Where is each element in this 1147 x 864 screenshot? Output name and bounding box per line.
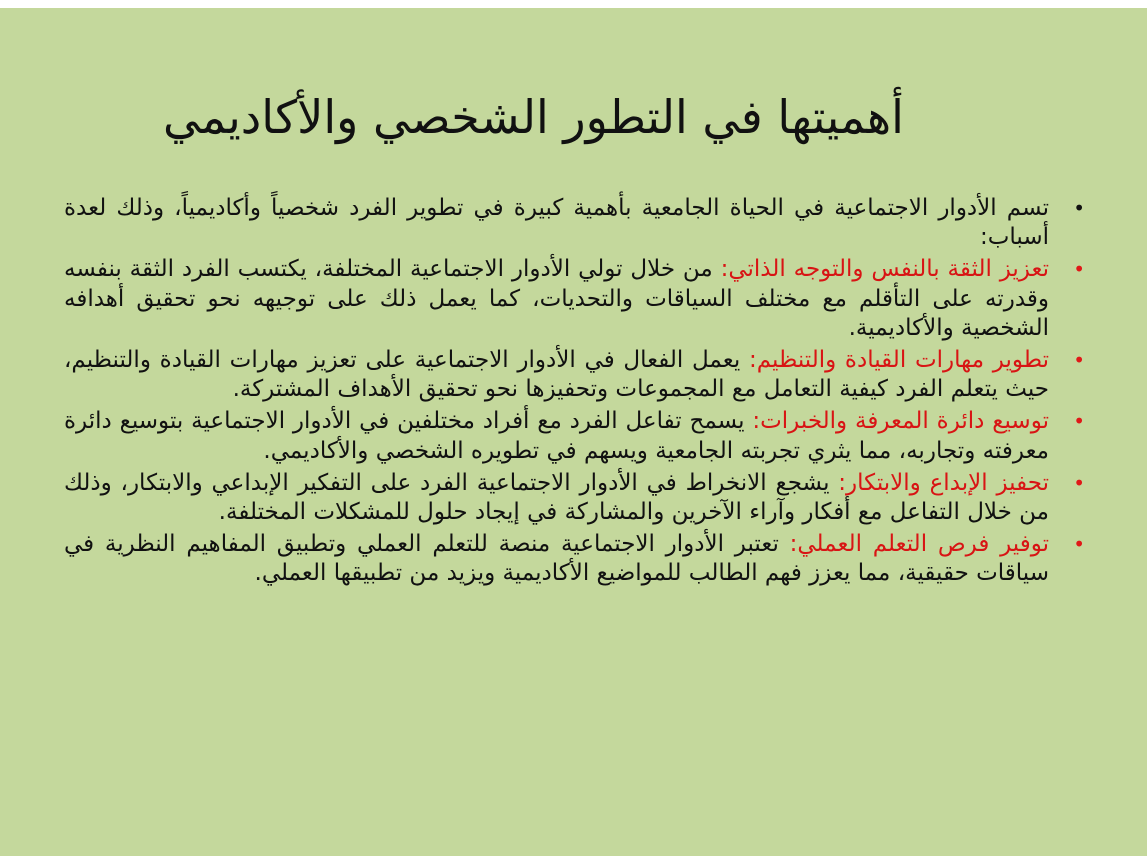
item-title: توسيع دائرة المعرفة والخبرات:: [752, 408, 1049, 435]
bullet-icon: •: [1073, 196, 1085, 220]
item-title: تعزيز الثقة بالنفس والتوجه الذاتي:: [720, 256, 1049, 283]
bullet-item-leadership: [64, 346, 1085, 404]
item-body: تعتبر الأدوار الاجتماعية منصة للتعلم العملي وتطبيق المفاهيم النظرية في سياقات حقيقية، مما يعزز فهم الطالب للمواضيع الأكاديمية ويزيد من تطبيقها العملي.: [64, 531, 1049, 587]
bullet-icon: •: [1073, 470, 1085, 495]
item-body: يعمل الفعال في الأدوار الاجتماعية على تعزيز مهارات القيادة والتنظيم، حيث يتعلم الفرد كيفية التعامل مع المجموعات وتحفيزها نحو تحقيق الأهداف المشتركة.: [64, 347, 1049, 403]
slide-title: أهميتها في التطور الشخصي والأكاديمي: [163, 90, 904, 144]
item-title: توفير فرص التعلم العملي:: [789, 531, 1050, 558]
bullet-item-creativity: [64, 469, 1085, 527]
item-body: يشجع الانخراط في الأدوار الاجتماعية الفرد على التفكير الإبداعي والابتكار، وذلك من خلال التفاعل مع أفكار وآراء الآخرين والمشاركة في إيجاد حلول للمشكلات المختلفة.: [64, 469, 1049, 526]
item-title: تطوير مهارات القيادة والتنظيم:: [748, 347, 1049, 374]
bullet-intro: [64, 194, 1085, 252]
bullet-icon: •: [1073, 409, 1085, 434]
bullet-icon: •: [1073, 348, 1085, 373]
bullet-item-practical-learning: [64, 530, 1085, 588]
item-title: تحفيز الإبداع والابتكار:: [838, 469, 1049, 496]
item-body: يسمح تفاعل الفرد مع أفراد مختلفين في الأدوار الاجتماعية بتوسيع دائرة معرفته وتجاربه، مما يثري تجربته الجامعية ويسهم في تطويره الشخصي والأكاديمي.: [64, 408, 1049, 464]
bullet-icon: •: [1073, 532, 1085, 557]
slide: [0, 8, 1147, 856]
intro-text: تسم الأدوار الاجتماعية في الحياة الجامعية بأهمية كبيرة في تطوير الفرد شخصياً وأكاديمياً، وذلك لعدة أسباب:: [64, 195, 1049, 251]
bullet-list: [64, 194, 1085, 589]
bullet-item-knowledge: [64, 407, 1085, 465]
item-body: من خلال تولي الأدوار الاجتماعية المختلفة، يكتسب الفرد الثقة بنفسه وقدرته على التأقلم مع مختلف السياقات والتحديات، كما يعمل ذلك على توجيهه نحو تحقيق أهدافه الشخصية والأكاديمية.: [64, 256, 1049, 341]
bullet-item-confidence: [64, 255, 1085, 343]
bullet-icon: •: [1073, 257, 1085, 282]
